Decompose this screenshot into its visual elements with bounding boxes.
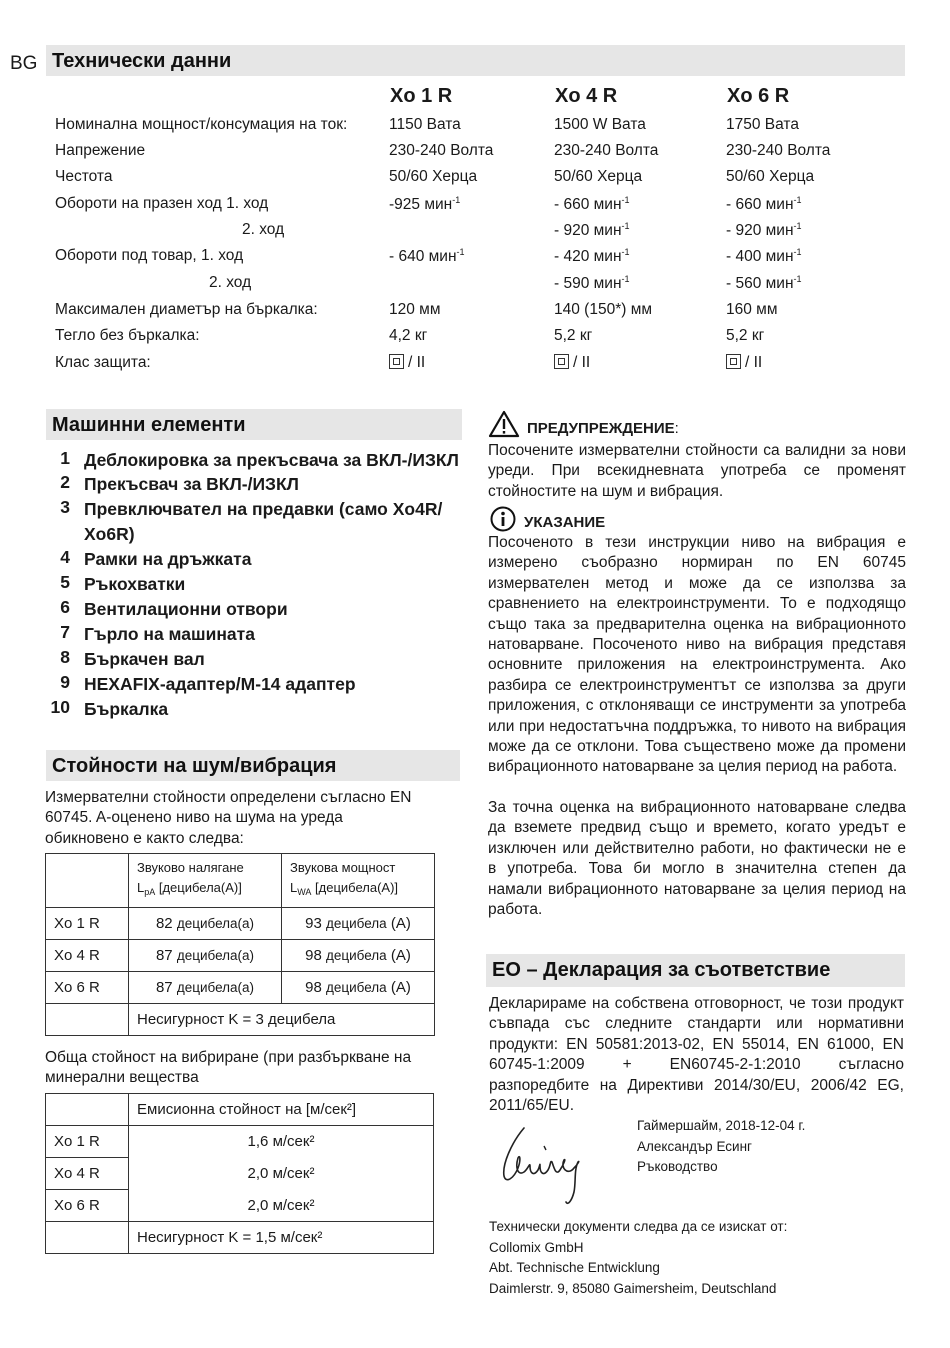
unit-superscript: -1 <box>452 195 461 205</box>
spec-value: 50/60 Херца <box>554 168 643 185</box>
spec-value-text: / II <box>573 354 591 371</box>
warning-title <box>527 420 679 437</box>
table-row <box>46 1126 434 1158</box>
spec-label: Напрежение <box>55 142 146 159</box>
list-text: Бъркачен вал <box>84 649 205 669</box>
spec-label: Обороти на празен ход 1. ход <box>55 195 269 212</box>
language-code: BG <box>10 53 38 74</box>
unit: децибела <box>326 980 387 995</box>
symbol: L <box>137 880 145 895</box>
list-number: 10 <box>50 697 70 717</box>
list-text: HEXAFIX-адаптер/M-14 адаптер <box>84 674 356 694</box>
spec-value-text: - 920 мин <box>554 222 622 239</box>
spec-value <box>726 354 762 372</box>
unit-suffix: (A) <box>390 979 411 996</box>
model-cell: Xo 1 R <box>46 1126 129 1158</box>
table-row <box>46 1004 435 1036</box>
spec-row <box>0 301 950 327</box>
value: 87 <box>155 979 173 996</box>
note-title: УКАЗАНИЕ <box>524 514 606 531</box>
spec-value <box>389 354 425 372</box>
list-number: 3 <box>60 497 70 517</box>
spec-value-text: - 420 мин <box>554 248 622 265</box>
header-line: Звукова мощност <box>290 860 396 875</box>
spec-value <box>389 247 465 266</box>
spec-row <box>0 195 950 221</box>
model-cell: Xo 4 R <box>46 1158 129 1190</box>
note-text-2: За точна оценка на вибрационното натоварване следва да вземете предвид също и времето, когато уредът е изключен или действително работи, но фактически не е в употреба. Това би могло в значителна степен да намали вибрационното натоварване за целия период на работа. <box>488 799 906 919</box>
unit-superscript: -1 <box>621 221 630 231</box>
value: 93 <box>305 915 322 932</box>
spec-value: 140 (150*) мм <box>554 301 653 318</box>
warning-colon: : <box>674 420 679 437</box>
spec-value <box>389 195 460 214</box>
list-number: 9 <box>60 672 70 692</box>
list-text: Превключвател на предавки (само Xo4R/ Xo6R) <box>84 499 443 544</box>
header-unit: [децибела(A)] <box>311 880 399 895</box>
spec-label: 2. ход <box>242 221 285 238</box>
section-title-machine: Машинни елементи <box>46 409 462 440</box>
value: 82 <box>155 915 173 932</box>
list-text: Бъркалка <box>84 699 169 719</box>
spec-value: 50/60 Херца <box>389 168 478 185</box>
spec-value: 230-240 Волта <box>726 142 831 159</box>
unit-superscript: -1 <box>793 274 802 284</box>
header-line: Звуково налягане <box>137 860 244 875</box>
table-row <box>46 1190 434 1222</box>
table-corner <box>46 854 129 908</box>
spec-value-text: / II <box>408 354 426 371</box>
table-row <box>46 940 435 972</box>
section-title-declaration: ЕО – Декларация за съответствие <box>486 954 905 987</box>
spec-value <box>554 195 630 214</box>
unit-superscript: -1 <box>621 247 630 257</box>
spec-value: 5,2 кг <box>554 327 593 344</box>
list-text: Ръкохватки <box>84 574 186 594</box>
spec-value: 1150 Вата <box>389 116 461 133</box>
spec-row <box>0 327 950 353</box>
spec-value-text: - 660 мин <box>554 196 622 213</box>
noise-intro: Измервателни стойности определени съгласно EN 60745. A-оценено ниво на шума на уреда обикновено е както следва: <box>45 789 412 847</box>
spec-value-text: - 590 мин <box>554 275 622 292</box>
noise-table <box>45 853 435 1036</box>
symbol-sub: WA <box>297 887 312 897</box>
spec-value <box>726 195 802 214</box>
spec-label: 2. ход <box>209 274 252 291</box>
protection-class-ii-icon <box>554 354 569 369</box>
spec-row <box>0 274 950 300</box>
table-row <box>46 972 435 1004</box>
list-number: 4 <box>60 547 70 567</box>
model-cell: Xo 6 R <box>46 972 129 1004</box>
unit-suffix: (A) <box>390 915 411 932</box>
symbol: L <box>290 880 298 895</box>
model-header: Xo 6 R <box>727 85 790 107</box>
header-line <box>290 878 426 902</box>
header-line <box>137 878 273 902</box>
spec-label: Тегло без бъркалка: <box>55 327 200 344</box>
value-cell <box>282 940 435 972</box>
uncertainty-cell: Несигурност K = 3 децибела <box>129 1004 435 1036</box>
spec-label: Честота <box>55 168 113 185</box>
unit-superscript: -1 <box>621 195 630 205</box>
spec-value: 1750 Вата <box>726 116 799 133</box>
table-row <box>46 1222 434 1254</box>
protection-class-ii-icon <box>726 354 741 369</box>
spec-value-text: - 400 мин <box>726 248 794 265</box>
section-title-specs: Технически данни <box>46 45 905 76</box>
spec-value <box>726 247 802 266</box>
value: 87 <box>155 947 173 964</box>
unit-superscript: -1 <box>793 221 802 231</box>
value-cell: 1,6 м/сек² <box>129 1126 434 1158</box>
spec-value-text: / II <box>745 354 763 371</box>
spec-value <box>554 274 630 293</box>
table-row <box>46 1158 434 1190</box>
warning-text: Посочените измервателни стойности са валидни за нови уреди. При всекидневната употреба се променят стойностите на шум и вибрация. <box>488 442 906 500</box>
list-text: Гърло на машината <box>84 624 255 644</box>
list-number: 8 <box>60 647 70 667</box>
value-cell <box>129 940 282 972</box>
declaration-role: Ръководство <box>637 1159 718 1174</box>
declaration-text: Декларираме на собствена отговорност, че този продукт съвпада със следните стандарти или нормативни продукти: EN 50581:2013-02, EN 55014, EN 61000, EN 60745-1:2009 + EN60745-2-1:2010 съгласно разпоредбите на Директиви 2014/30/EU, 2006/42 EG, 2011/65/EU. <box>489 995 904 1115</box>
spec-value <box>726 221 802 240</box>
spec-value-text: -925 мин <box>389 196 453 213</box>
spec-label: Клас защита: <box>55 354 151 371</box>
spec-value <box>554 221 630 240</box>
docs-line: Collomix GmbH <box>489 1240 584 1255</box>
unit: децибела(a) <box>176 916 255 931</box>
note-text: Посоченото в тези инструкции ниво на вибрация е измерено съобразно нормиран по EN 60745 измервателен метод и може да се използва за сравнението на електроинструменти. То е подходящо също така за предварителна оценка на вибрационното натоварване. Посоченото ниво на вибрация представя основните приложения на електроинструмента. Ако разбира се електроинструментът се използва за други приложения, с отклоняващи се инструменти за употреба или при недостатъчна поддръжка, то нивото на вибрация може да се отклони. Това съществено може да промени вибрационното натоварване за целия период на работа. <box>488 534 906 776</box>
spec-row <box>0 142 950 168</box>
list-number: 7 <box>60 622 70 642</box>
spec-value: 5,2 кг <box>726 327 765 344</box>
model-cell: Xo 6 R <box>46 1190 129 1222</box>
unit-superscript: -1 <box>793 195 802 205</box>
table-corner <box>46 1094 129 1126</box>
unit-superscript: -1 <box>456 247 465 257</box>
spec-value: 120 мм <box>389 301 441 318</box>
spec-row <box>0 168 950 194</box>
unit-suffix: (A) <box>390 947 411 964</box>
spec-value-text: - 660 мин <box>726 196 794 213</box>
symbol-sub: pA <box>144 887 156 897</box>
spec-value <box>554 354 590 372</box>
docs-line: Технически документи следва да се изискат от: <box>489 1219 788 1234</box>
spec-value-text: - 560 мин <box>726 275 794 292</box>
spec-row <box>0 354 950 380</box>
model-header: Xo 4 R <box>555 85 618 107</box>
spec-label: Обороти под товар, 1. ход <box>55 247 244 264</box>
declaration-name: Александър Есинг <box>637 1139 752 1154</box>
model-cell: Xo 4 R <box>46 940 129 972</box>
unit-superscript: -1 <box>793 247 802 257</box>
value-cell <box>282 972 435 1004</box>
docs-line: Abt. Technische Entwicklung <box>489 1260 660 1275</box>
signature <box>494 1120 594 1208</box>
list-number: 1 <box>60 448 70 468</box>
header-unit: [децибела(A)] <box>155 880 242 895</box>
declaration-place-date: Гаймершайм, 2018-12-04 г. <box>637 1118 806 1133</box>
unit: децибела(a) <box>176 980 255 995</box>
value: 98 <box>305 947 322 964</box>
empty-cell <box>46 1004 129 1036</box>
spec-value: 160 мм <box>726 301 778 318</box>
warning-title-text: ПРЕДУПРЕЖДЕНИЕ <box>527 420 675 437</box>
list-text: Вентилационни отвори <box>84 599 288 619</box>
list-number: 6 <box>60 597 70 617</box>
list-text: Рамки на дръжката <box>84 549 252 569</box>
unit: децибела <box>326 948 387 963</box>
spec-value: 50/60 Херца <box>726 168 815 185</box>
protection-class-ii-icon <box>389 354 404 369</box>
spec-row <box>0 221 950 247</box>
list-number: 5 <box>60 572 70 592</box>
list-text: Деблокировка за прекъсвача за ВКЛ-/ИЗКЛ <box>84 450 459 470</box>
model-cell: Xo 1 R <box>46 908 129 940</box>
uncertainty-cell: Несигурност K = 1,5 м/сек² <box>129 1222 434 1254</box>
table-header: Емисионна стойност на [м/сек²] <box>129 1094 434 1126</box>
spec-label: Номинална мощност/консумация на ток: <box>55 116 348 133</box>
spec-value <box>726 274 802 293</box>
unit: децибела(a) <box>176 948 255 963</box>
spec-row <box>0 247 950 273</box>
value-cell <box>129 972 282 1004</box>
value-cell: 2,0 м/сек² <box>129 1158 434 1190</box>
spec-value <box>554 247 630 266</box>
warning-triangle-icon <box>488 410 520 438</box>
spec-value: 1500 W Вата <box>554 116 646 133</box>
unit-superscript: -1 <box>621 274 630 284</box>
spec-value: 230-240 Волта <box>554 142 659 159</box>
table-header <box>282 854 435 908</box>
spec-row <box>0 116 950 142</box>
unit: децибела <box>326 916 387 931</box>
vibration-table <box>45 1093 434 1254</box>
table-header <box>129 854 282 908</box>
list-text: Прекъсвач за ВКЛ-/ИЗКЛ <box>84 474 299 494</box>
spec-label: Максимален диаметър на бъркалка: <box>55 301 318 318</box>
spec-value-text: - 640 мин <box>389 248 457 265</box>
vibration-intro: Обща стойност на вибриране (при разбъркване на минерални вещества <box>45 1049 412 1087</box>
value-cell <box>282 908 435 940</box>
table-row <box>46 908 435 940</box>
empty-cell <box>46 1222 129 1254</box>
spec-value-text: - 920 мин <box>726 222 794 239</box>
value: 98 <box>305 979 322 996</box>
spec-value: 4,2 кг <box>389 327 428 344</box>
info-icon <box>490 506 516 532</box>
spec-value: 230-240 Волта <box>389 142 494 159</box>
section-title-noise: Стойности на шум/вибрация <box>46 750 460 781</box>
docs-line: Daimlerstr. 9, 85080 Gaimersheim, Deutschland <box>489 1281 777 1296</box>
list-number: 2 <box>60 472 70 492</box>
value-cell: 2,0 м/сек² <box>129 1190 434 1222</box>
value-cell <box>129 908 282 940</box>
model-header: Xo 1 R <box>390 85 453 107</box>
